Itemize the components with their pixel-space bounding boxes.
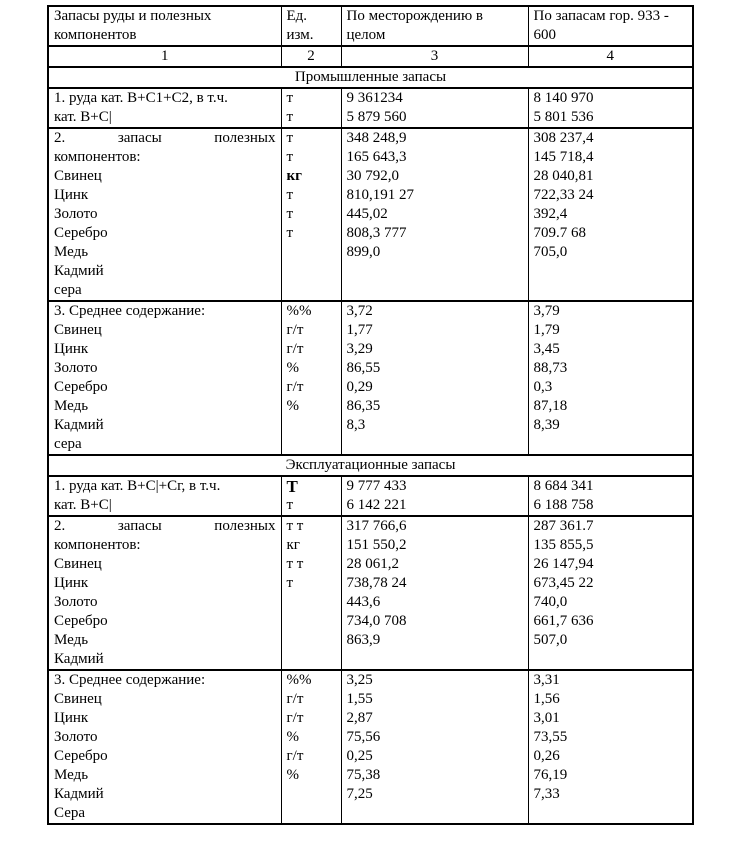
header-text: целом [346,27,386,43]
table-row [48,301,693,455]
horizon-value: 26 147,94 [533,556,594,572]
horizon-value: 1,79 [533,322,560,338]
header-text: По запасам гор. 933 - [533,8,669,24]
horizon-value: 0,26 [533,748,560,764]
deposit-value: 1,55 [346,691,373,707]
unit-value: т [286,225,294,241]
deposit-value: 2,87 [346,710,373,726]
deposit-value: 86,55 [346,360,381,376]
horizon-cell [528,476,693,516]
row-label: 3. Среднее содержание: [54,672,206,688]
unit-value: т [286,575,294,591]
horizon-value: 1,56 [533,691,560,707]
unit-cell [281,88,341,128]
horizon-value: 3,79 [533,303,560,319]
table-row [48,516,693,670]
header-col-reserves [48,6,281,46]
row-label: Медь [54,244,89,260]
horizon-value: 8,39 [533,417,560,433]
unit-value [287,243,336,262]
header-text: 600 [533,27,556,43]
horizon-value: 7,33 [533,786,560,802]
row-label: Свинец [54,556,102,572]
row-label: Цинк [54,187,89,203]
deposit-value: 165 643,3 [346,149,407,165]
deposit-value: 810,191 27 [346,187,414,203]
row-label: кат. В+С| [54,109,112,125]
unit-value: %% [286,303,312,319]
unit-cell [281,301,341,455]
row-label: Свинец [54,322,102,338]
row-label: Кадмий [54,263,104,279]
row-label: 1. руда кат. В+С1+С2, в т.ч. [54,90,228,106]
row-label: Цинк [54,341,89,357]
deposit-value: 6 142 221 [346,497,407,513]
deposit-value: 738,78 24 [346,575,407,591]
header-text: По месторождению в [346,8,483,24]
unit-value: т [286,497,294,513]
deposit-value: 863,9 [346,632,381,648]
horizon-value: 740,0 [533,594,568,610]
section-title-row [48,455,693,476]
deposit-value: 3,29 [346,341,373,357]
horizon-value: 0,3 [533,379,553,395]
unit-value: т [286,149,294,165]
unit-value [287,435,336,454]
horizon-value: 76,19 [533,767,568,783]
unit-cell [281,670,341,824]
deposit-value [347,804,523,823]
unit-value: т [286,206,294,222]
deposit-value: 3,72 [346,303,373,319]
horizon-value: 5 801 536 [533,109,594,125]
deposit-value: 28 061,2 [346,556,399,572]
horizon-cell [528,670,693,824]
horizon-cell [528,88,693,128]
header-col-deposit [341,6,528,46]
deposit-value: 445,02 [346,206,388,222]
row-label: компонентов: [54,149,141,165]
unit-value: г/т [286,748,304,764]
label-cell [48,301,281,455]
horizon-value [534,650,688,669]
horizon-value: 507,0 [533,632,568,648]
horizon-value: 3,01 [533,710,560,726]
row-label: 1. руда кат. В+С|+Сг, в т.ч. [54,478,221,494]
column-number-row [48,46,693,67]
unit-value: % [286,398,299,414]
unit-cell [281,516,341,670]
unit-value: т т [286,518,304,534]
unit-value: г/т [286,710,304,726]
header-col-unit [281,6,341,46]
row-label: сера [54,436,82,452]
horizon-value: 392,4 [533,206,568,222]
unit-value: т [286,109,294,125]
horizon-value [534,804,688,823]
horizon-value: 6 188 758 [533,497,594,513]
deposit-value: 75,38 [346,767,381,783]
deposit-value: 808,3 777 [346,225,407,241]
deposit-value: 151 550,2 [346,537,407,553]
horizon-value: 673,45 22 [533,575,594,591]
deposit-value: 5 879 560 [346,109,407,125]
label-cell [48,88,281,128]
unit-value: т [286,130,294,146]
horizon-value [534,262,688,281]
deposit-value: 7,25 [346,786,373,802]
row-label: сера [54,282,82,298]
row-label: Кадмий [54,786,104,802]
unit-value: г/т [286,322,304,338]
unit-value: т [286,90,294,106]
deposit-value [347,281,523,300]
deposit-value: 0,25 [346,748,373,764]
horizon-value: 87,18 [533,398,568,414]
row-label: Золото [54,594,98,610]
unit-value: % [286,767,299,783]
unit-value: % [286,360,299,376]
unit-value [287,631,336,650]
unit-value: кг [286,537,300,553]
row-label: Свинец [54,691,102,707]
horizon-value: 3,45 [533,341,560,357]
row-label: 3. Среднее содержание: [54,303,206,319]
deposit-value: 3,25 [346,672,373,688]
unit-value: т т [286,556,304,572]
unit-value: кг [286,168,302,184]
label-cell [48,476,281,516]
row-label: Золото [54,360,98,376]
header-text: изм. [286,27,314,43]
unit-value [287,650,336,669]
row-label: Цинк [54,710,89,726]
row-label: Золото [54,729,98,745]
col-number-3: 3 [341,46,528,67]
deposit-value: 9 777 433 [346,478,407,494]
deposit-value: 317 766,6 [346,518,407,534]
label-cell [48,670,281,824]
row-label: Кадмий [54,417,104,433]
header-text: Ед. [286,8,308,24]
unit-value [287,281,336,300]
row-label: 2. запасы полезных [54,130,276,146]
deposit-value: 9 361234 [346,90,403,106]
deposit-value: 75,56 [346,729,381,745]
row-label: Серебро [54,613,108,629]
unit-value [287,262,336,281]
horizon-value: 145 718,4 [533,149,594,165]
horizon-value: 722,33 24 [533,187,594,203]
deposit-value: 1,77 [346,322,373,338]
deposit-value [347,435,523,454]
deposit-value: 0,29 [346,379,373,395]
unit-value [287,612,336,631]
horizon-value: 73,55 [533,729,568,745]
unit-value: %% [286,672,312,688]
label-cell [48,516,281,670]
unit-value [287,593,336,612]
horizon-value: 3,31 [533,672,560,688]
table-header-row [48,6,693,46]
table-row [48,670,693,824]
deposit-value: 899,0 [346,244,381,260]
horizon-value: 88,73 [533,360,568,376]
unit-value [287,416,336,435]
section-title: Промышленные запасы [48,67,693,88]
reserves-table [47,5,694,825]
deposit-value: 348 248,9 [346,130,407,146]
row-label: Медь [54,398,89,414]
horizon-value: 8 140 970 [533,90,594,106]
deposit-cell [341,88,528,128]
table-row [48,88,693,128]
horizon-value: 705,0 [533,244,568,260]
unit-value [287,785,336,804]
row-label: кат. В+С| [54,497,112,513]
horizon-value [534,281,688,300]
unit-value: г/т [286,691,304,707]
unit-value: % [286,729,299,745]
deposit-value: 30 792,0 [346,168,399,184]
unit-value: г/т [286,379,304,395]
row-label: 2. запасы полезных [54,518,276,534]
col-number-1: 1 [48,46,281,67]
col-number-2: 2 [281,46,341,67]
horizon-cell [528,516,693,670]
unit-value [287,804,336,823]
row-label: Серебро [54,379,108,395]
deposit-cell [341,516,528,670]
deposit-value [347,650,523,669]
horizon-cell [528,128,693,301]
section-title: Эксплуатационные запасы [48,455,693,476]
row-label: Серебро [54,225,108,241]
deposit-cell [341,670,528,824]
row-label: Серебро [54,748,108,764]
horizon-value: 287 361.7 [533,518,594,534]
deposit-value: 8,3 [346,417,366,433]
deposit-cell [341,301,528,455]
table-row [48,476,693,516]
row-label: Медь [54,767,89,783]
row-label: Медь [54,632,89,648]
deposit-cell [341,128,528,301]
deposit-value [347,262,523,281]
col-number-4: 4 [528,46,693,67]
unit-value: т [286,187,294,203]
row-label: Сера [54,805,86,821]
header-text: компонентов [54,27,137,43]
header-col-horizon [528,6,693,46]
row-label: Кадмий [54,651,104,667]
row-label: Цинк [54,575,89,591]
row-label: Свинец [54,168,102,184]
header-text: Запасы руды и полезных [54,8,212,24]
table-row [48,128,693,301]
horizon-value [534,435,688,454]
deposit-value: 734,0 708 [346,613,407,629]
horizon-value: 8 684 341 [533,478,594,494]
horizon-value: 135 855,5 [533,537,594,553]
horizon-value: 28 040,81 [533,168,594,184]
horizon-value: 661,7 636 [533,613,594,629]
unit-cell [281,128,341,301]
unit-value: г/т [286,341,304,357]
deposit-cell [341,476,528,516]
row-label: Золото [54,206,98,222]
deposit-value: 86,35 [346,398,381,414]
horizon-cell [528,301,693,455]
deposit-value: 443,6 [346,594,381,610]
horizon-value: 308 237,4 [533,130,594,146]
label-cell [48,128,281,301]
horizon-value: 709.7 68 [533,225,586,241]
unit-value: Т [286,477,298,496]
section-title-row [48,67,693,88]
row-label: компонентов: [54,537,141,553]
unit-cell [281,476,341,516]
